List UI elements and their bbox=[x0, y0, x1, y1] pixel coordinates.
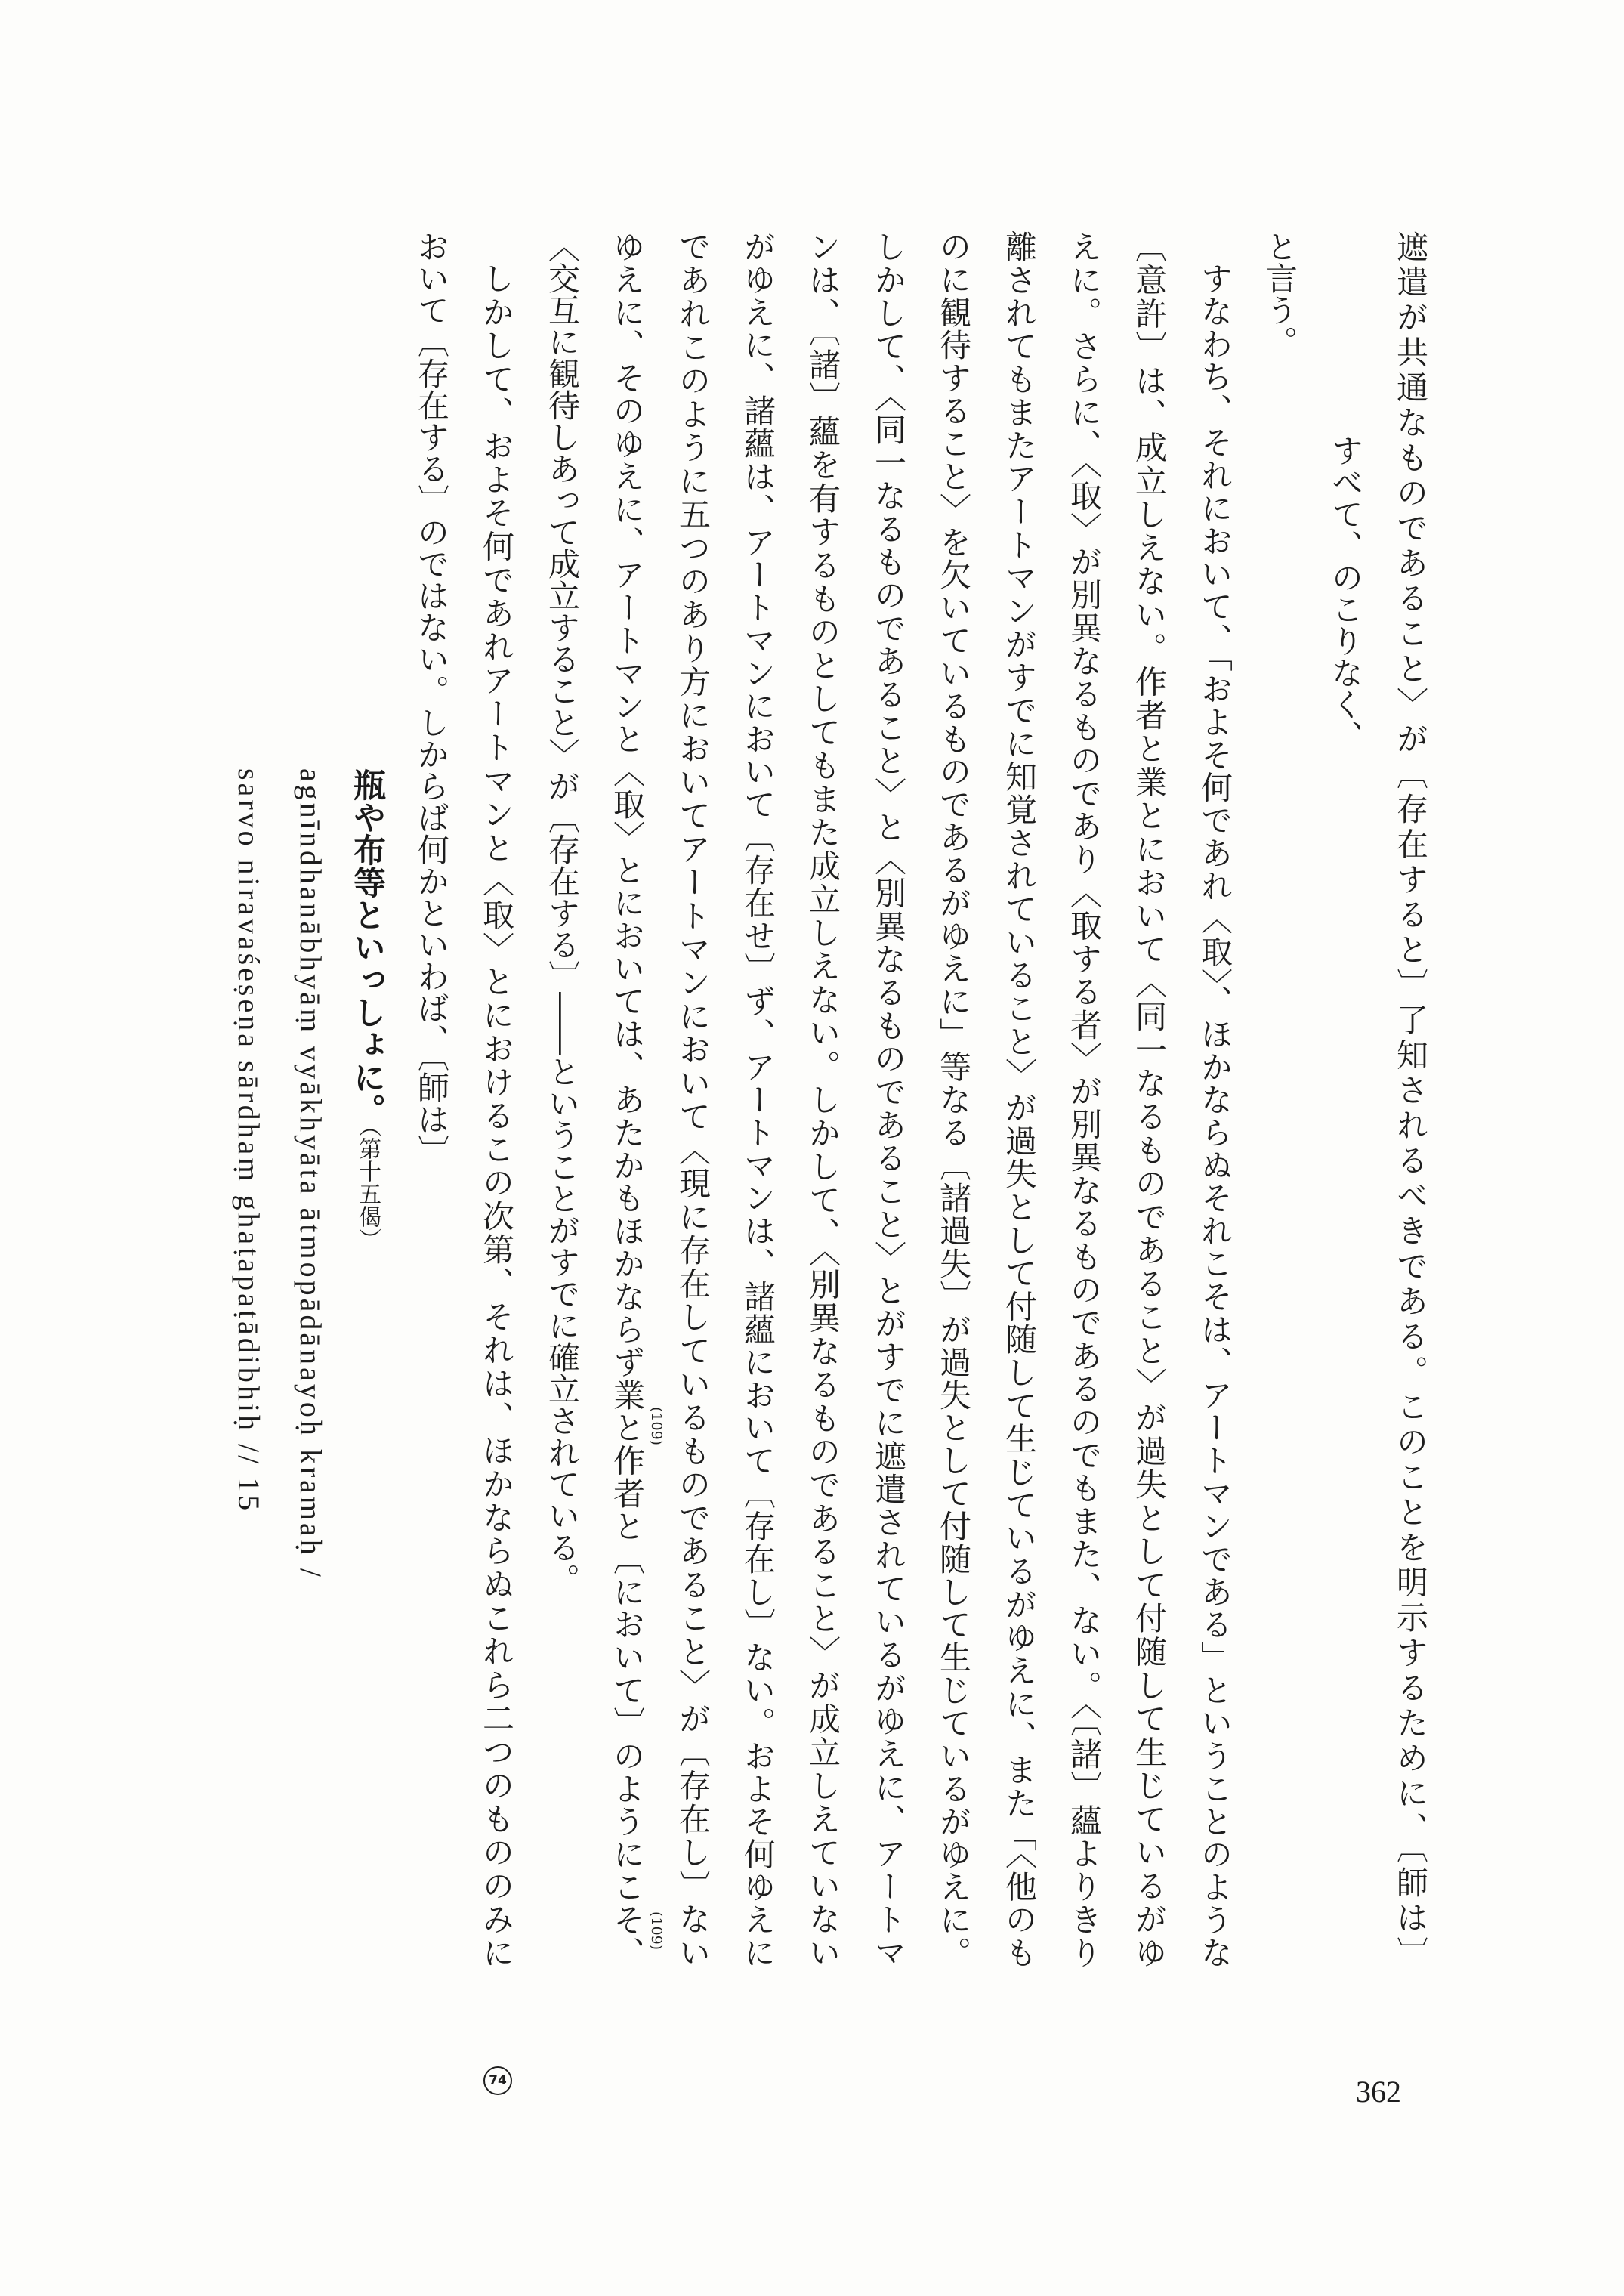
text-column: ゆえに、そのゆえに、アートマンと〈取〉とにおいては、あたかもほかならず業と作者と〔において〕のようにこそ、 bbox=[609, 230, 646, 1969]
text-column: ンは、〔諸〕蘊を有するものとしてもまた成立しえない。しかして、〈別異なるものであること〉が成立しえていない bbox=[804, 230, 841, 1968]
verse-15-text: 瓶や布等といっしょに。 bbox=[348, 768, 386, 1126]
footnote-marker: (109) bbox=[648, 1911, 665, 1951]
verse-line: すべて、のこりなく、 bbox=[1327, 434, 1364, 752]
text-column: えに。さらに、〈取〉が別異なるものであり〈取する者〉が別異なるものであるのでもまた、ない。〈〔諸〕蘊よりきり bbox=[1066, 230, 1103, 1969]
text-column: であれこのように五つのあり方においてアートマンにおいて〈現に存在しているものであること〉が〔存在し〕ない bbox=[675, 230, 712, 1969]
text-column: と言う。 bbox=[1261, 230, 1298, 357]
sanskrit-line: agnīndhanābhyāṃ vyākhyāta ātmopādānayoḥ kramaḥ / bbox=[294, 768, 328, 1580]
verse-15 bbox=[348, 768, 386, 1250]
text-column: 〈交互に観待しあって成立すること〉が〔存在する〕――ということがすでに確立されている。 bbox=[544, 230, 581, 1595]
text-column: 遮遣が共通なものであること〉が〔存在すると〕了知されるべきである。このことを明示するために、〔師は〕 bbox=[1392, 230, 1429, 1968]
page-number: 362 bbox=[1356, 2075, 1401, 2109]
text-column: すなわち、それにおいて、「およそ何であれ〈取〉、ほかならぬそれこそは、アートマンである」ということのような bbox=[1196, 262, 1233, 1968]
text-column: 〔意許〕は、成立しえない。作者と業とにおいて〈同一なるものであること〉が過失として付随して生じているがゆ bbox=[1131, 230, 1168, 1968]
text-column: がゆえに、諸蘊は、アートマンにおいて〔存在せ〕ず、アートマンは、諸蘊において〔存在し〕ない。およそ何ゆえに bbox=[739, 230, 776, 1968]
text-column: のに観待すること〉を欠いているものであるがゆえに」等なる〔諸過失〕が過失として付随して生じているがゆえに。 bbox=[935, 230, 972, 1968]
text-column: おいて〔存在する〕のではない。しからば何かといわば、〔師は〕 bbox=[413, 230, 450, 1167]
text-column: しかして、およそ何であれアートマンと〈取〉とにおけるこの次第、それは、ほかならぬこれら二つのもののみに bbox=[478, 262, 515, 1968]
text-column: しかして、〈同一なるものであること〉と〈別異なるものであること〉とがすでに遮遣されているがゆえに、アートマ bbox=[870, 230, 907, 1968]
sanskrit-line: sarvo niravaśeṣeṇa sārdhaṃ ghaṭapaṭādibhiḥ // 15 bbox=[232, 768, 266, 1514]
footnote-marker: (109) bbox=[648, 1407, 665, 1446]
margin-page-marker: 74 bbox=[483, 2066, 512, 2095]
verse-15-label: （第十五偈） bbox=[354, 1126, 381, 1250]
text-column: 離されてもまたアートマンがすでに知覚されていること〉が過失として付随して生じているがゆえに、また「〈他のも bbox=[1001, 230, 1038, 1968]
